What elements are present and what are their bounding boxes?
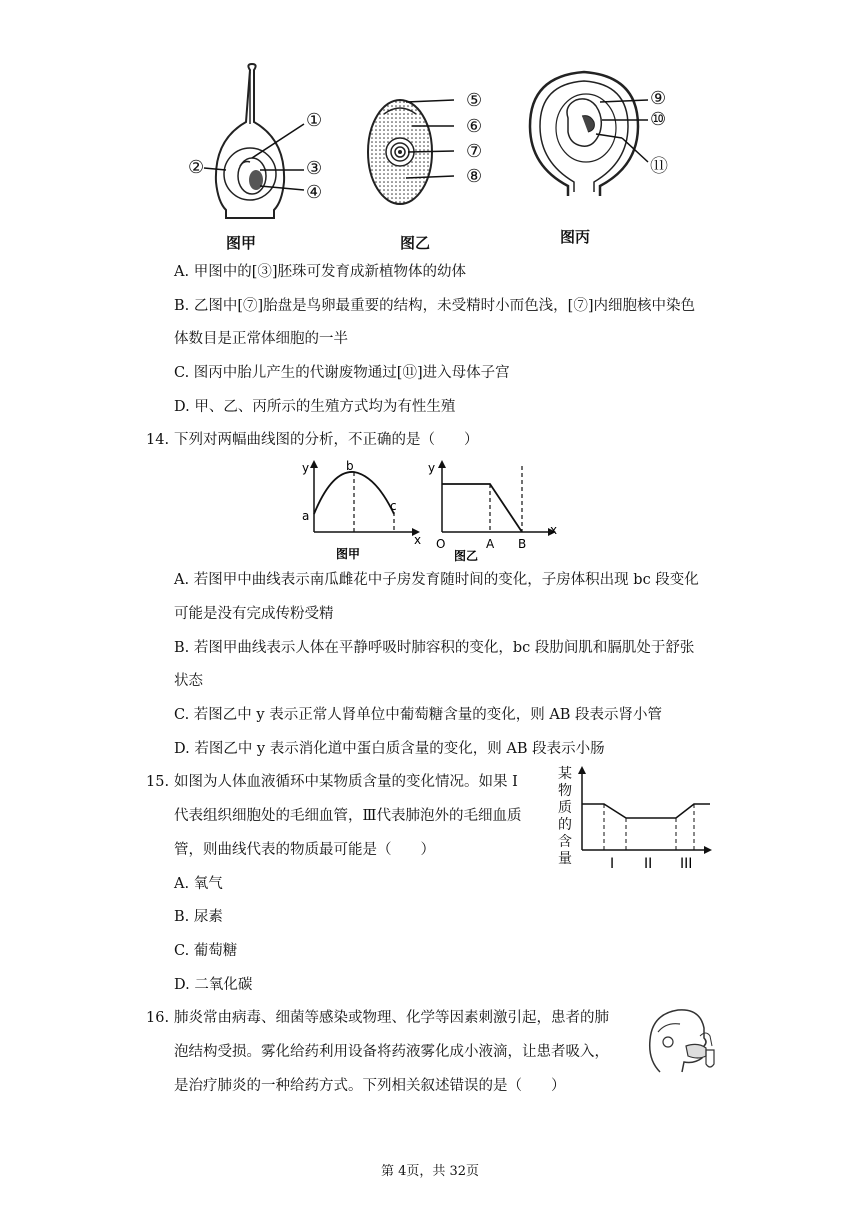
q14-jia-y: y xyxy=(302,461,310,475)
q14-option-c: C. 若图乙中 y 表示正常人肾单位中葡萄糖含量的变化，则 AB 段表示肾小管 xyxy=(174,707,663,723)
q15-option-d: D. 二氧化碳 xyxy=(174,977,253,993)
q15-option-b: B. 尿素 xyxy=(174,909,223,925)
figure-jia-label-4: ④ xyxy=(306,182,323,203)
figure-bing-label-10: ⑩ xyxy=(650,109,667,130)
q15-graph-ylabel xyxy=(556,766,574,868)
figure-bing-uterus xyxy=(524,66,684,206)
q15-ylabel-char: 质 xyxy=(558,800,572,816)
q15-x-label-2: II xyxy=(644,856,653,872)
q14-jia-caption: 图甲 xyxy=(336,547,361,561)
q14-yi-b: B xyxy=(518,537,527,551)
figure-yi-label-5: ⑤ xyxy=(466,90,483,111)
q15-number: 15. xyxy=(146,774,170,790)
q14-yi-x: x xyxy=(550,523,558,537)
q14-yi-a: A xyxy=(486,537,495,551)
q16-stem-3: 是治疗肺炎的一种给药方式。下列相关叙述错误的是（ ） xyxy=(174,1078,566,1094)
q16-number: 16. xyxy=(146,1010,170,1026)
q15-stem-3: 管，则曲线代表的物质最可能是（ ） xyxy=(174,842,435,858)
q15-ylabel-char: 量 xyxy=(558,851,572,867)
q14-option-b: B. 若图甲曲线表示人体在平静呼吸时肺容积的变化，bc 段肋间肌和膈肌处于舒张 xyxy=(174,640,695,656)
page-footer: 第 4页，共 32页 xyxy=(380,1164,480,1179)
q13-option-d: D. 甲、乙、丙所示的生殖方式均为有性生殖 xyxy=(174,399,456,415)
q14-yi-caption: 图乙 xyxy=(454,549,479,563)
q13-option-b-cont: 体数目是正常体细胞的一半 xyxy=(174,331,348,347)
figure-jia-label-2: ② xyxy=(188,157,205,178)
q15-graph xyxy=(576,764,716,880)
q16-nebulizer-illustration xyxy=(640,1002,720,1078)
q15-option-c: C. 葡萄糖 xyxy=(174,943,238,959)
q13-option-c: C. 图丙中胎儿产生的代谢废物通过[⑪]进入母体子宫 xyxy=(174,365,510,381)
q15-x-label-3: III xyxy=(680,856,693,872)
figure-yi-label-7: ⑦ xyxy=(466,141,483,162)
q16-stem-2: 泡结构受损。雾化给药利用设备将药液雾化成小液滴，让患者吸入， xyxy=(174,1044,609,1060)
q13-option-b: B. 乙图中[⑦]胎盘是鸟卵最重要的结构，未受精时小而色浅，[⑦]内细胞核中染色 xyxy=(174,298,695,314)
q15-ylabel-char: 的 xyxy=(558,817,572,833)
figure-jia-label-1: ① xyxy=(306,110,323,131)
q15-option-a: A. 氧气 xyxy=(174,876,223,892)
q14-option-a: A. 若图甲中曲线表示南瓜雌花中子房发育随时间的变化，子房体积出现 bc 段变化 xyxy=(174,572,699,588)
q15-x-label-1: I xyxy=(610,856,615,872)
q14-graph-jia xyxy=(296,456,426,564)
q14-option-b-cont: 状态 xyxy=(174,673,203,689)
figure-bing-caption: 图丙 xyxy=(560,228,591,246)
q15-stem-1: 如图为人体血液循环中某物质含量的变化情况。如果 I xyxy=(174,774,518,790)
q14-number: 14. xyxy=(146,432,170,448)
q14-yi-y: y xyxy=(428,461,436,475)
q14-jia-x: x xyxy=(414,533,422,547)
figure-jia-pistil xyxy=(186,62,346,252)
figure-yi-label-6: ⑥ xyxy=(466,116,483,137)
q15-stem-2: 代表组织细胞处的毛细血管，Ⅲ代表肺泡外的毛细血质 xyxy=(174,808,522,824)
q14-yi-o: O xyxy=(436,537,446,551)
q14-jia-a: a xyxy=(302,509,310,523)
figure-bing-label-11: ⑪ xyxy=(650,156,668,177)
figure-yi-label-8: ⑧ xyxy=(466,166,483,187)
q15-ylabel-char: 物 xyxy=(558,783,572,799)
figure-bing-label-9: ⑨ xyxy=(650,88,667,109)
q14-graph-yi xyxy=(424,456,564,564)
q14-jia-c: c xyxy=(390,499,397,513)
q15-ylabel-char: 含 xyxy=(558,834,572,850)
q14-jia-b: b xyxy=(346,459,354,473)
q14-option-d: D. 若图乙中 y 表示消化道中蛋白质含量的变化，则 AB 段表示小肠 xyxy=(174,741,605,757)
q13-option-a: A. 甲图中的[③]胚珠可发育成新植物体的幼体 xyxy=(174,264,467,280)
q14-option-a-cont: 可能是没有完成传粉受精 xyxy=(174,606,334,622)
figure-yi-caption: 图乙 xyxy=(400,234,431,252)
q15-ylabel-char: 某 xyxy=(558,766,572,782)
figure-jia-caption: 图甲 xyxy=(226,234,257,252)
q16-stem-1: 肺炎常由病毒、细菌等感染或物理、化学等因素刺激引起，患者的肺 xyxy=(174,1010,609,1026)
figure-jia-label-3: ③ xyxy=(306,158,323,179)
q14-stem: 下列对两幅曲线图的分析，不正确的是（ ） xyxy=(174,432,479,448)
